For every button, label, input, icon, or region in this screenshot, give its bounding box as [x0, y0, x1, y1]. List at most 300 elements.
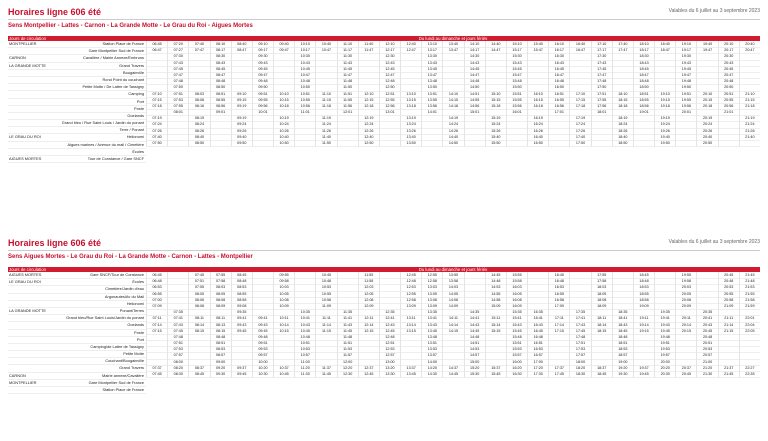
stop-name: Port [136, 336, 144, 342]
time-cell: 14:11 [442, 315, 463, 322]
time-cell: 14:30 [464, 53, 485, 60]
time-cell: 12:17 [379, 47, 400, 54]
time-cell: 08:03 [188, 91, 209, 98]
stop-row [8, 70, 146, 77]
time-cell: 20:53 [718, 284, 739, 291]
time-cell: 10:10 [294, 41, 315, 48]
time-cell: 12:40 [358, 134, 379, 141]
time-cell: 17:30 [527, 371, 548, 378]
time-cell: 10:20 [252, 365, 273, 372]
time-cell: 17:53 [569, 346, 590, 353]
time-cell: 14:10 [442, 91, 463, 98]
time-cell: 13:05 [421, 291, 442, 298]
time-cell: 08:05 [210, 291, 231, 298]
time-cell: 16:45 [548, 272, 569, 279]
time-cell: 17:45 [548, 371, 569, 378]
time-cell: 13:10 [400, 91, 421, 98]
time-cell: 18:11 [591, 315, 612, 322]
time-cell: 12:15 [358, 97, 379, 104]
time-cell: 16:18 [527, 103, 548, 110]
time-cell: 13:24 [400, 121, 421, 128]
time-cell: 13:51 [421, 340, 442, 347]
time-cell: 21:59 [739, 303, 760, 310]
time-cell: 10:03 [273, 284, 294, 291]
time-cell: 15:19 [485, 115, 506, 122]
stop-row [8, 373, 146, 380]
time-cell: 14:47 [464, 72, 485, 79]
time-cell: 09:50 [231, 140, 252, 147]
time-cell [718, 140, 739, 147]
time-cell: 15:10 [485, 91, 506, 98]
time-cell: 12:51 [379, 340, 400, 347]
stop-row [8, 142, 146, 149]
time-cell: 10:15 [273, 97, 294, 104]
time-cell: 20:19 [696, 115, 717, 122]
time-cell: 08:47 [210, 72, 231, 79]
time-cell: 06:48 [146, 278, 167, 285]
stop-row [8, 99, 146, 106]
time-cell: 08:15 [188, 328, 209, 335]
time-cell: 14:45 [442, 371, 463, 378]
town-name: MONTPELLIER [9, 379, 37, 385]
time-cell: 12:48 [379, 78, 400, 85]
time-cell: 09:20 [210, 365, 231, 372]
time-cell: 08:57 [210, 352, 231, 359]
time-cell: 08:48 [231, 278, 252, 285]
stop-name: Gare SNCF/Tour de Constance [89, 272, 144, 277]
time-cell: 17:48 [591, 78, 612, 85]
time-cell: 08:40 [188, 134, 209, 141]
time-cell: 14:56 [464, 103, 485, 110]
time-cell: 10:01 [252, 109, 273, 116]
timetable-title: Horaires ligne 606 été [8, 238, 102, 248]
time-cell: 12:45 [379, 328, 400, 335]
time-cell: 17:45 [569, 328, 590, 335]
time-cell: 11:15 [315, 97, 336, 104]
stop-name: Gare Montpellier Sud de France [88, 48, 144, 54]
time-cell: 13:45 [421, 66, 442, 73]
time-cell: 13:30 [379, 371, 400, 378]
time-cell: 10:55 [315, 291, 336, 298]
time-cell: 13:51 [421, 91, 442, 98]
time-cell: 13:53 [421, 346, 442, 353]
time-cell: 19:01 [633, 109, 654, 116]
time-cell: 13:58 [442, 278, 463, 285]
time-cell: 09:51 [252, 91, 273, 98]
stop-name: Port [136, 98, 144, 104]
time-cell: 17:35 [569, 309, 590, 316]
time-cell: 16:41 [527, 315, 548, 322]
time-cell: 11:47 [337, 72, 358, 79]
time-cell: 13:40 [442, 41, 463, 48]
route-direction: Sens Aigues Mortes - Le Grau du Roi - La Grande Motte - Carnon - Lattes - Montpellier [8, 254, 253, 260]
time-cell: 19:45 [675, 66, 696, 73]
time-cell: 15:15 [485, 328, 506, 335]
time-cell: 07:51 [188, 278, 209, 285]
time-cell: 08:56 [210, 103, 231, 110]
time-cell: 19:55 [675, 272, 696, 279]
time-cell: 13:20 [379, 365, 400, 372]
town-name [8, 84, 53, 90]
time-cell: 08:48 [210, 78, 231, 85]
town-name [8, 330, 53, 336]
time-cell: 19:24 [654, 121, 675, 128]
time-cell: 10:57 [294, 352, 315, 359]
time-cell: 07:00 [146, 297, 167, 304]
stop-name: Station Place de France [102, 41, 144, 46]
stop-row [8, 330, 146, 337]
time-cell: 09:37 [231, 365, 252, 372]
time-cell: 07:48 [167, 334, 188, 341]
time-cell: 10:56 [294, 103, 315, 110]
time-cell: 14:55 [485, 291, 506, 298]
time-cell: 15:43 [506, 322, 527, 329]
time-cell: 16:40 [569, 41, 590, 48]
time-cell: 13:01 [379, 109, 400, 116]
time-cell: 15:17 [506, 47, 527, 54]
time-cell: 20:17 [718, 47, 739, 54]
time-cell: 11:00 [294, 359, 315, 366]
time-cell: 18:26 [612, 128, 633, 135]
time-cell: 12:40 [400, 41, 421, 48]
time-cell: 21:00 [696, 359, 717, 366]
time-cell: 07:30 [167, 53, 188, 60]
time-cell: 19:50 [675, 84, 696, 91]
time-cell: 17:43 [569, 322, 590, 329]
time-cell: 18:01 [591, 109, 612, 116]
time-cell: 20:08 [675, 297, 696, 304]
time-cell: 17:18 [569, 103, 590, 110]
stop-row [8, 387, 146, 394]
time-cell: 09:45 [252, 328, 273, 335]
time-cell: 07:43 [167, 60, 188, 67]
time-cell: 18:00 [569, 359, 590, 366]
time-cell: 12:30 [379, 53, 400, 60]
time-cell: 08:11 [210, 315, 231, 322]
time-cell: 12:55 [400, 291, 421, 298]
time-cell: 07:47 [167, 72, 188, 79]
time-cell: 13:37 [400, 365, 421, 372]
time-cell [739, 140, 760, 147]
time-cell: 12:48 [400, 278, 421, 285]
time-cell: 18:43 [633, 60, 654, 67]
time-cell: 12:45 [379, 66, 400, 73]
time-cell: 09:01 [210, 109, 231, 116]
time-cell: 18:48 [633, 278, 654, 285]
time-cell: 15:48 [506, 78, 527, 85]
time-cell: 20:43 [696, 322, 717, 329]
time-cell: 16:43 [527, 322, 548, 329]
time-cell: 14:05 [442, 291, 463, 298]
time-cell: 19:41 [654, 315, 675, 322]
validity-note: Valables du 6 juillet au 3 septembre 2023 [668, 239, 760, 245]
divider [8, 250, 760, 251]
time-cell: 19:43 [675, 60, 696, 67]
times-body [146, 272, 760, 394]
time-cell: 16:05 [506, 291, 527, 298]
days-header-value: Du lundi au dimanche et jours fériés [146, 36, 760, 41]
time-cell: 10:50 [273, 140, 294, 147]
time-cell: 11:14 [315, 322, 336, 329]
time-cell: 10:45 [294, 328, 315, 335]
time-cell: 12:55 [379, 97, 400, 104]
stop-name: Station Place de France [102, 387, 144, 392]
time-cell: 08:24 [188, 121, 209, 128]
time-cell: 10:19 [273, 115, 294, 122]
time-cell: 09:53 [252, 346, 273, 353]
time-cell: 10:48 [294, 78, 315, 85]
time-cell: 14:50 [464, 84, 485, 91]
time-cell: 13:40 [400, 134, 421, 141]
time-cell: 21:19 [739, 115, 760, 122]
stop-row [8, 134, 146, 141]
time-cell: 14:40 [485, 41, 506, 48]
time-cell: 07:26 [146, 128, 167, 135]
time-cell: 13:35 [421, 309, 442, 316]
stop-row [8, 286, 146, 293]
divider [8, 19, 760, 20]
stop-name: Petite Motte [123, 351, 144, 357]
time-cell: 20:55 [718, 291, 739, 298]
time-cell: 12:50 [358, 140, 379, 147]
time-cell: 15:50 [485, 140, 506, 147]
time-cell: 17:50 [591, 84, 612, 91]
time-cell: 08:30 [167, 371, 188, 378]
time-cell: 18:18 [612, 103, 633, 110]
stop-name: Goelands [127, 112, 144, 118]
town-name: LE GRAU DU ROI [9, 279, 41, 285]
time-cell: 06:45 [146, 272, 167, 279]
time-cell: 11:10 [337, 41, 358, 48]
time-cell: 15:51 [506, 340, 527, 347]
time-cell: 21:20 [696, 365, 717, 372]
time-cell: 10:48 [294, 334, 315, 341]
time-cell: 12:01 [337, 109, 358, 116]
time-cell: 19:45 [633, 371, 654, 378]
stop-row [8, 380, 146, 387]
time-cell: 09:41 [231, 315, 252, 322]
timetable-section-return [8, 237, 760, 394]
time-cell: 20:05 [675, 291, 696, 298]
time-cell: 20:10 [696, 91, 717, 98]
stop-name: Ponant/Terres [119, 307, 144, 313]
time-cell: 18:56 [633, 103, 654, 110]
time-cell: 18:37 [591, 365, 612, 372]
time-cell: 14:20 [421, 365, 442, 372]
time-cell: 20:51 [696, 340, 717, 347]
time-cell: 07:57 [167, 352, 188, 359]
time-cell: 20:30 [718, 53, 739, 60]
time-cell: 10:45 [294, 66, 315, 73]
stop-name: Cimetière/Jardin d'eau [105, 286, 144, 292]
time-cell: 18:05 [591, 291, 612, 298]
time-cell: 18:45 [633, 66, 654, 73]
stop-name: Grand Travers [119, 62, 144, 68]
time-cell: 16:53 [548, 284, 569, 291]
time-cell: 11:47 [358, 47, 379, 54]
time-cell: 16:53 [527, 346, 548, 353]
time-cell: 14:09 [442, 303, 463, 310]
time-cell: 07:15 [146, 97, 167, 104]
time-cell: 18:58 [633, 297, 654, 304]
time-cell: 18:45 [633, 272, 654, 279]
time-cell: 12:30 [337, 371, 358, 378]
time-cell: 07:27 [167, 47, 188, 54]
time-cell: 12:53 [400, 284, 421, 291]
time-cell: 12:48 [379, 334, 400, 341]
stop-name: Helionomi [126, 134, 144, 140]
time-cell: 15:37 [485, 365, 506, 372]
time-cell: 19:20 [612, 365, 633, 372]
time-cell: 07:09 [146, 303, 167, 310]
time-cell: 07:55 [167, 103, 188, 110]
time-cell: 07:24 [146, 121, 167, 128]
time-cell: 18:30 [633, 53, 654, 60]
time-cell: 12:43 [379, 60, 400, 67]
time-cell: 09:43 [252, 322, 273, 329]
time-cell [167, 140, 188, 147]
time-cell: 18:45 [591, 371, 612, 378]
time-cell: 11:58 [358, 278, 379, 285]
time-cell: 11:43 [337, 322, 358, 329]
time-cell: 16:35 [527, 309, 548, 316]
time-cell: 21:30 [696, 371, 717, 378]
time-cell: 07:35 [167, 309, 188, 316]
time-cell: 16:57 [527, 352, 548, 359]
time-cell: 12:03 [358, 284, 379, 291]
stop-name: Helionomi [126, 300, 144, 306]
time-cell: 20:45 [718, 66, 739, 73]
time-cell: 19:35 [654, 309, 675, 316]
time-cell: 21:48 [739, 278, 760, 285]
time-cell [294, 140, 315, 147]
time-cell: 10:26 [273, 128, 294, 135]
stop-row [8, 41, 146, 48]
time-cell: 17:37 [548, 365, 569, 372]
time-cell: 12:56 [379, 103, 400, 110]
time-cell: 20:15 [696, 97, 717, 104]
time-cell: 08:09 [210, 303, 231, 310]
time-cell: 18:48 [612, 334, 633, 341]
time-cell: 18:51 [612, 340, 633, 347]
time-cell: 14:26 [442, 128, 463, 135]
time-cell: 19:18 [654, 103, 675, 110]
time-cell: 08:14 [188, 322, 209, 329]
time-cell: 16:10 [548, 41, 569, 48]
time-cell: 12:19 [358, 115, 379, 122]
time-cell: 14:15 [442, 328, 463, 335]
time-cell: 13:00 [379, 359, 400, 366]
time-cell: 20:37 [675, 365, 696, 372]
time-cell: 16:30 [548, 53, 569, 60]
time-cell: 18:35 [612, 309, 633, 316]
time-cell: 08:03 [210, 284, 231, 291]
time-cell: 06:47 [146, 47, 167, 54]
time-cell: 17:51 [591, 91, 612, 98]
town-name: MONTPELLIER [9, 41, 37, 46]
time-cell: 07:50 [167, 84, 188, 91]
time-cell: 17:10 [591, 41, 612, 48]
time-cell: 13:45 [400, 371, 421, 378]
time-cell: 07:51 [167, 340, 188, 347]
time-cell: 19:09 [633, 303, 654, 310]
time-cell: 11:48 [337, 334, 358, 341]
time-cell: 18:41 [612, 315, 633, 322]
time-cell: 17:41 [569, 315, 590, 322]
time-cell: 09:45 [231, 371, 252, 378]
time-cell [548, 140, 569, 147]
time-cell: 21:11 [718, 315, 739, 322]
stop-name: Rond Point du couchant [102, 76, 144, 82]
time-cell: 12:47 [400, 47, 421, 54]
time-cell: 07:37 [146, 365, 167, 372]
time-cell: 13:08 [421, 297, 442, 304]
time-cell: 16:24 [527, 121, 548, 128]
time-cell: 13:47 [421, 72, 442, 79]
stop-row [8, 315, 146, 322]
time-cell: 17:00 [527, 359, 548, 366]
time-cell [506, 140, 527, 147]
town-name [8, 315, 53, 321]
time-cell: 14:45 [464, 66, 485, 73]
time-cell: 19:53 [654, 346, 675, 353]
time-cell: 19:19 [654, 115, 675, 122]
time-cell [252, 140, 273, 147]
time-cell: 21:45 [718, 371, 739, 378]
stop-row [8, 272, 146, 279]
time-cell [337, 140, 358, 147]
time-cell: 20:48 [718, 278, 739, 285]
time-cell: 13:55 [421, 97, 442, 104]
time-cell: 08:48 [210, 334, 231, 341]
time-cell: 07:51 [167, 91, 188, 98]
time-cell: 12:14 [358, 322, 379, 329]
time-cell: 13:48 [421, 334, 442, 341]
time-cell: 17:20 [527, 365, 548, 372]
time-cell: 08:17 [210, 47, 231, 54]
time-cell: 17:45 [591, 66, 612, 73]
time-cell: 16:56 [548, 103, 569, 110]
time-cell: 08:51 [210, 340, 231, 347]
time-cell: 10:50 [294, 84, 315, 91]
time-cell: 07:10 [146, 91, 167, 98]
town-name [8, 351, 53, 357]
route-direction: Sens Montpellier - Lattes - Carnon - La Grande Motte - Le Grau du Roi - Aigues Mortes [8, 23, 253, 29]
time-cell: 14:30 [421, 371, 442, 378]
time-cell: 15:55 [506, 97, 527, 104]
town-name [8, 120, 53, 126]
time-cell: 18:47 [654, 47, 675, 54]
time-cell: 19:40 [696, 41, 717, 48]
time-cell: 16:09 [506, 303, 527, 310]
time-cell: 07:55 [210, 272, 231, 279]
time-cell: 08:55 [210, 97, 231, 104]
time-cell: 19:40 [654, 134, 675, 141]
time-cell: 19:15 [633, 328, 654, 335]
time-cell: 08:47 [231, 47, 252, 54]
stops-column [8, 267, 146, 394]
time-cell: 12:08 [358, 297, 379, 304]
time-cell: 21:10 [739, 91, 760, 98]
stop-name: Couchant/Bougainville [105, 358, 144, 364]
time-cell: 06:53 [146, 284, 167, 291]
time-cell: 20:47 [739, 47, 760, 54]
time-cell [633, 140, 654, 147]
time-cell: 21:26 [739, 128, 760, 135]
time-cell: 09:55 [273, 272, 294, 279]
time-cell: 15:00 [464, 359, 485, 366]
town-name [8, 358, 53, 364]
